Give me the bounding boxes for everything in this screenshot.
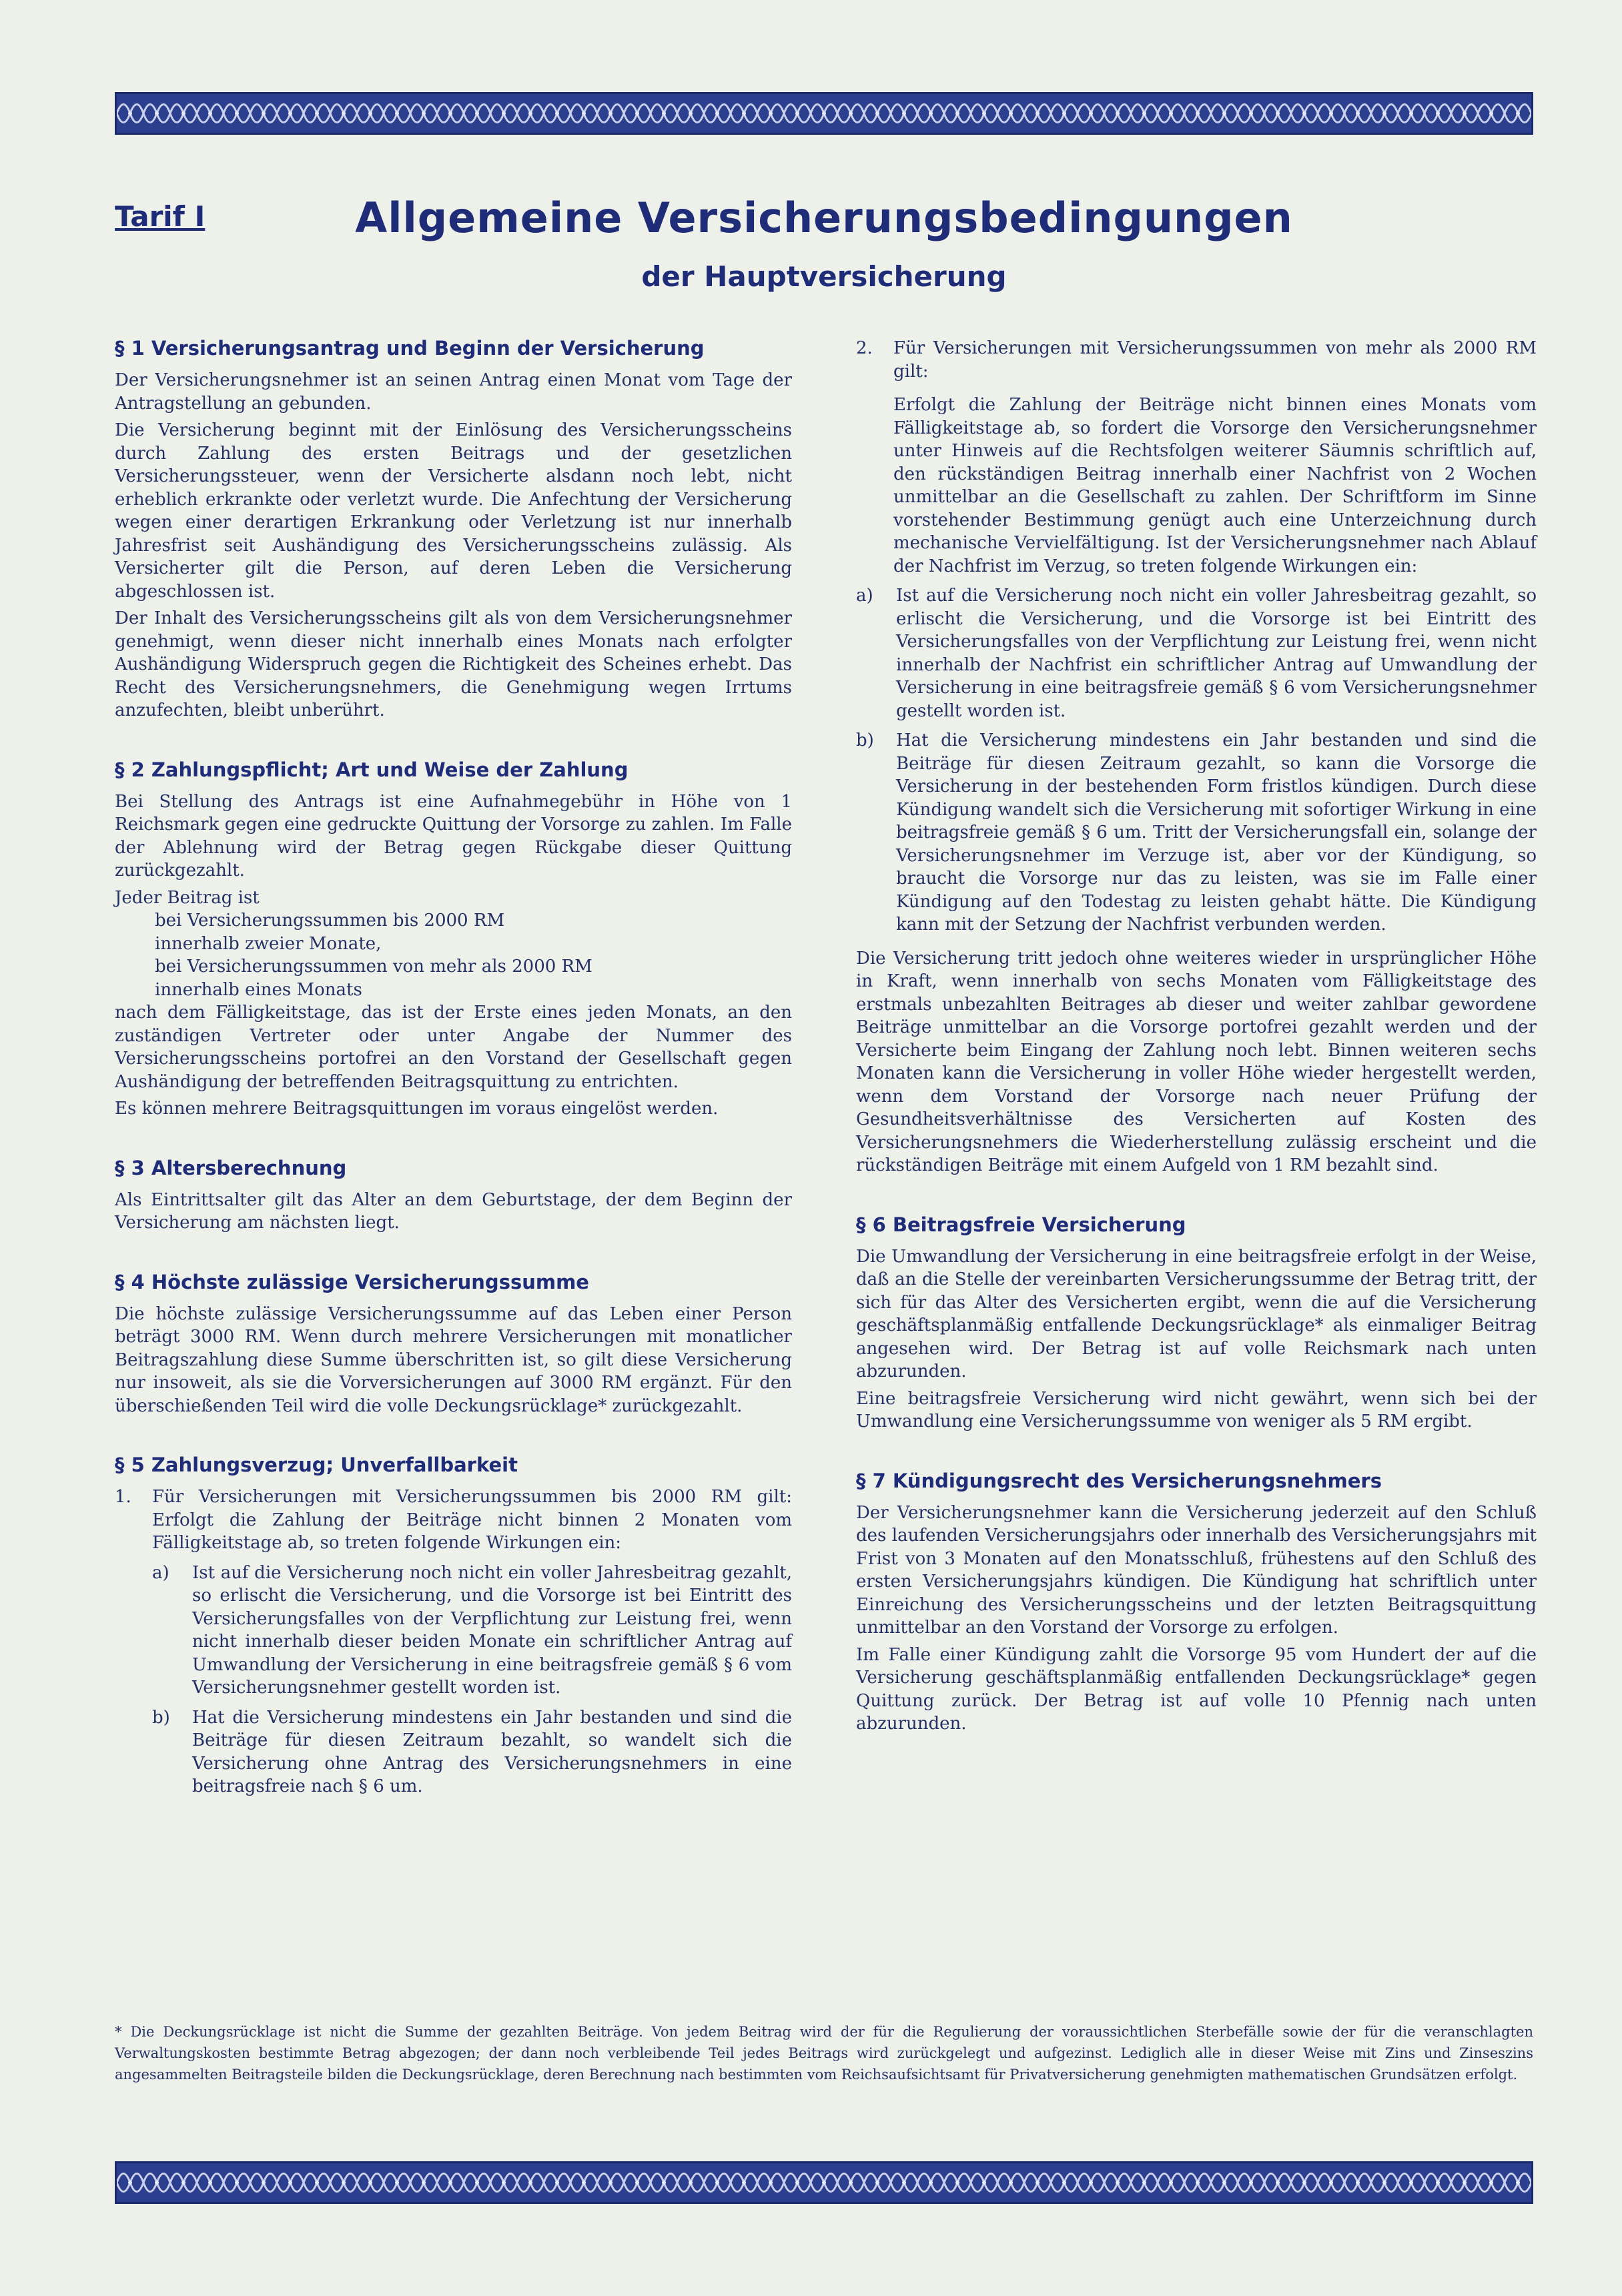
section-1 xyxy=(115,337,792,722)
section-2 xyxy=(115,758,792,1121)
list-item xyxy=(115,1486,792,1805)
left-column xyxy=(115,337,792,1841)
paragraph: Der Versicherungsnehmer kann die Versicherung jederzeit auf den Schluß des laufenden Versicherungsjahrs oder innerhalb des Versicherungsjahrs mit Frist von 3 Monaten auf den Monatsschluß, frühestens auf den Schluß des ersten Versicherungsjahrs kündigen. Die Kündigung hat schriftlich unter Einreichung des Versicherungsscheins und der letzten Beitragsquittung unmittelbar an den Vorstand der Vorsorge zu erfolgen. xyxy=(856,1502,1537,1638)
paragraph: Die Versicherung tritt jedoch ohne weiteres wieder in ursprünglicher Höhe in Kraft, wenn innerhalb von sechs Monaten vom Fälligkeitstage des erstmals unbezahlten Beitrages ab dieser und weiter zahlbar gewordene Beiträge unmittelbar an die Vorsorge portofrei gezahlt werden und der Versicherte beim Eingang der Zahlung noch lebt. Binnen weiteren sechs Monaten kann die Versicherung in voller Höhe wieder hergestellt werden, wenn dem Vorstand der Vorsorge nach neuer Prüfung der Gesundheitsverhältnisse des Versicherten auf Kosten des Versicherungsnehmers die Wiederherstellung zulässig erscheint und die rückständigen Beiträge mit einem Aufgeld von 1 RM bezahlt sind. xyxy=(856,948,1537,1175)
item-number: 1. xyxy=(115,1487,131,1507)
section-5 xyxy=(115,1454,792,1805)
section-heading: § 3 Altersberechnung xyxy=(115,1156,347,1179)
footnote xyxy=(115,2021,1533,2085)
paragraph: Ist auf die Versicherung noch nicht ein voller Jahresbeitrag gezahlt, so erlischt die Versicherung, und die Vorsorge ist bei Eintritt des Versicherungsfalles von der Verpflichtung zur Leistung frei, wenn nicht innerhalb der Nachfrist ein schriftlicher Antrag auf Umwandlung der Versicherung in eine beitragsfreie gemäß § 6 vom Versicherungsnehmer gestellt worden ist. xyxy=(896,586,1537,721)
section-3 xyxy=(115,1157,792,1235)
paragraph: Ist auf die Versicherung noch nicht ein voller Jahresbeitrag gezahlt, so erlischt die Versicherung, und die Vorsorge ist bei Eintritt des Versicherungsfalles von der Verpflichtung zur Leistung frei, wenn nicht innerhalb dieser beiden Monate ein schriftlicher Antrag auf Umwandlung der Versicherung in eine beitragsfreie gemäß § 6 vom Versicherungsnehmer gestellt worden ist. xyxy=(192,1562,792,1698)
paragraph: Der Inhalt des Versicherungsscheins gilt als von dem Versicherungsnehmer genehmigt, wenn dieser nicht innerhalb eines Monats nach erfolgter Aushändigung Widerspruch gegen die Richtigkeit des Scheines erhebt. Das Recht des Versicherungsnehmers, die Genehmigung wegen Irrtums anzufechten, bleibt unberührt. xyxy=(115,608,792,720)
list-item xyxy=(152,1562,792,1700)
section-heading: § 7 Kündigungsrecht des Versicherungsnehmers xyxy=(856,1469,1382,1492)
tariff-label: Tarif I xyxy=(115,200,206,233)
item-letter: a) xyxy=(856,586,873,606)
footnote-text: * Die Deckungsrücklage ist nicht die Summe der gezahlten Beiträge. Von jedem Beitrag wird der für die Regulierung der voraussichtlichen Sterbefälle sowie der für die veranschlagten Verwaltungskosten bestimmte Betrag abgezogen; der dann noch verbleibende Teil jedes Beitrags wird zurückgelegt und aufgezinst. Lediglich alle in dieser Weise mit Zins und Zinseszins angesammelten Beitragsteile bilden die Deckungsrücklage, deren Berechnung nach bestimmten vom Reichsaufsichtsamt für Privatversicherung genehmigten mathematischen Grundsätzen erfolgt. xyxy=(115,2024,1533,2083)
paragraph: Die Versicherung beginnt mit der Einlösung des Versicherungsscheins durch Zahlung des ersten Beitrags und der gesetzlichen Versicherungssteuer, wenn der Versicherte alsdann noch lebt, nicht erheblich erkrankte oder verletzt wurde. Die Anfechtung der Versicherung wegen einer derartigen Erkrankung oder Verletzung ist nur innerhalb Jahresfrist seit Aushändigung des Versicherungsscheins zulässig. Als Versicherter gilt die Person, auf deren Leben die Versicherung abgeschlossen ist. xyxy=(115,420,792,602)
guilloche-ornament-top xyxy=(117,94,1531,133)
paragraph: Für Versicherungen mit Versicherungssummen von mehr als 2000 RM gilt: xyxy=(893,338,1537,382)
list-item xyxy=(856,584,1537,722)
paragraph: Hat die Versicherung mindestens ein Jahr bestanden und sind die Beiträge für diesen Zeitraum bezahlt, so wandelt sich die Versicherung ohne Antrag des Versicherungsnehmers in eine beitragsfreie nach § 6 um. xyxy=(192,1707,792,1796)
list-line: innerhalb zweier Monate, xyxy=(155,933,382,954)
item-number: 2. xyxy=(856,338,873,358)
list-item xyxy=(856,729,1537,937)
list-line: bei Versicherungssummen von mehr als 2000 RM xyxy=(155,957,592,977)
top-ornament-band xyxy=(115,92,1533,135)
bottom-ornament-band xyxy=(115,2161,1533,2204)
paragraph: Als Eintrittsalter gilt das Alter an dem Geburtstage, der dem Beginn der Versicherung am nächsten liegt. xyxy=(115,1189,792,1233)
list-item xyxy=(152,1706,792,1798)
section-7 xyxy=(856,1470,1537,1736)
list-line: innerhalb eines Monats xyxy=(155,979,362,1000)
guilloche-ornament-bottom xyxy=(117,2163,1531,2202)
item-letter: b) xyxy=(856,730,874,750)
paragraph: Es können mehrere Beitragsquittungen im voraus eingelöst werden. xyxy=(115,1099,719,1119)
paragraph: Erfolgt die Zahlung der Beiträge nicht binnen eines Monats vom Fälligkeitstage ab, so fordert die Vorsorge den Versicherungsnehmer unter Hinweis auf die Rechtsfolgen weiterer Säumnis schriftlich auf, den rückständigen Beitrag innerhalb einer Nachfrist von 2 Wochen unmittelbar an die Gesellschaft zu zahlen. Der Schriftform im Sinne vorstehender Bestimmung genügt auch eine Unterzeichnung durch mechanische Vervielfältigung. Ist der Versicherungsnehmer nach Ablauf der Nachfrist im Verzug, so treten folgende Wirkungen ein: xyxy=(893,395,1537,576)
section-5-continued xyxy=(856,337,1537,1177)
section-heading: § 1 Versicherungsantrag und Beginn der Versicherung xyxy=(115,337,705,360)
item-letter: a) xyxy=(152,1562,169,1583)
paragraph: Eine beitragsfreie Versicherung wird nicht gewährt, wenn sich bei der Umwandlung eine Versicherungssumme von weniger als 5 RM ergibt. xyxy=(856,1388,1537,1431)
section-heading: § 5 Zahlungsverzug; Unverfallbarkeit xyxy=(115,1454,518,1476)
paragraph: nach dem Fälligkeitstage, das ist der Erste eines jeden Monats, an den zuständigen Vertreter oder unter Angabe der Nummer des Versicherungsscheins portofrei an den Vorstand der Gesellschaft gegen Aushändigung der betreffenden Beitragsquittung zu entrichten. xyxy=(115,1003,792,1092)
section-6 xyxy=(856,1213,1537,1433)
item-letter: b) xyxy=(152,1707,170,1728)
paragraph: Die höchste zulässige Versicherungssumme auf das Leben einer Person beträgt 3000 RM. Wenn durch mehrere Versicherungen mit monatlicher Beitragszahlung diese Summe überschritten ist, so gilt diese Versicherung nur insoweit, als sie die Vorversicherungen auf 3000 RM ergänzt. Für den überschießenden Teil wird die volle Deckungsrücklage* zurückgezahlt. xyxy=(115,1303,792,1416)
list-item xyxy=(856,337,1537,578)
paragraph: Im Falle einer Kündigung zahlt die Vorsorge 95 vom Hundert der auf die Versicherung geschäftsplanmäßig entfallenden Deckungsrücklage* gegen Quittung zurück. Der Betrag ist auf volle 10 Pfennig nach unten abzurunden. xyxy=(856,1644,1537,1734)
payment-deadline-list xyxy=(115,909,792,1001)
document-subtitle: der Hauptversicherung xyxy=(641,260,1007,293)
paragraph: Bei Stellung des Antrags ist eine Aufnahmegebühr in Höhe von 1 Reichsmark gegen eine gedruckte Quittung der Vorsorge zu zahlen. Im Falle der Ablehnung wird der Betrag gegen Rückgabe dieser Quittung zurückgezahlt. xyxy=(115,791,792,881)
paragraph: Der Versicherungsnehmer ist an seinen Antrag einen Monat vom Tage der Antragstellung an gebunden. xyxy=(115,370,792,414)
section-heading: § 2 Zahlungspflicht; Art und Weise der Zahlung xyxy=(115,758,629,781)
paragraph: Hat die Versicherung mindestens ein Jahr bestanden und sind die Beiträge für diesen Zeitraum gezahlt, so kann die Vorsorge die Versicherung in der bestehenden Form fristlos kündigen. Durch diese Kündigung wandelt sich die Versicherung mit sofortiger Wirkung in eine beitragsfreie gemäß § 6 um. Tritt der Versicherungsfall ein, solange der Versicherungsnehmer im Verzuge ist, aber vor der Kündigung, so braucht die Vorsorge nur das zu leisten, was sie im Falle einer Kündigung auf den Todestag zu leisten gehabt hätte. Die Kündigung kann mit der Setzung der Nachfrist verbunden werden. xyxy=(896,730,1537,935)
section-4 xyxy=(115,1271,792,1418)
section-heading: § 4 Höchste zulässige Versicherungssumme xyxy=(115,1270,589,1293)
right-column xyxy=(856,337,1537,1772)
paragraph: Die Umwandlung der Versicherung in eine beitragsfreie erfolgt in der Weise, daß an die Stelle der vereinbarten Versicherungssumme der Betrag tritt, der sich für das Alter des Versicherten ergibt, wenn die auf die Versicherung geschäftsplanmäßig entfallende Deckungsrücklage* als einmaliger Beitrag angesehen wird. Der Betrag ist auf volle Reichsmark nach unten abzurunden. xyxy=(856,1246,1537,1381)
list-line: bei Versicherungssummen bis 2000 RM xyxy=(155,911,505,931)
paragraph: Für Versicherungen mit Versicherungssummen bis 2000 RM gilt: Erfolgt die Zahlung der Beiträge nicht binnen 2 Monaten vom Fälligkeitstage ab, so treten folgende Wirkungen ein: xyxy=(152,1487,792,1553)
paragraph: Jeder Beitrag ist xyxy=(115,887,260,908)
document-title: Allgemeine Versicherungsbedingungen xyxy=(355,193,1293,242)
section-heading: § 6 Beitragsfreie Versicherung xyxy=(856,1213,1186,1236)
